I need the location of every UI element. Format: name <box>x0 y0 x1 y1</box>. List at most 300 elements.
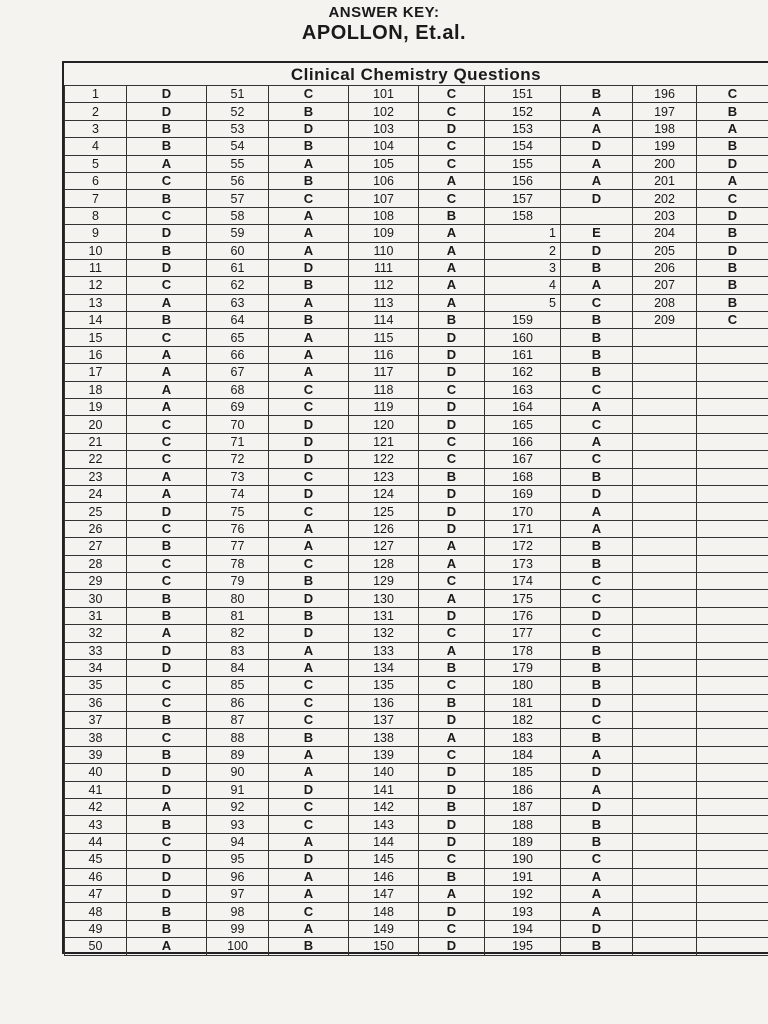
answer-letter: A <box>561 781 633 798</box>
table-row <box>65 816 768 833</box>
table-row <box>65 242 768 259</box>
question-number <box>633 538 697 555</box>
question-number: 86 <box>207 694 269 711</box>
answer-letter: A <box>269 364 349 381</box>
answer-letter <box>697 920 768 937</box>
answer-letter: B <box>419 868 485 885</box>
question-number <box>633 485 697 502</box>
question-number: 153 <box>485 120 561 137</box>
answer-letter: D <box>127 103 207 120</box>
table-row <box>65 399 768 416</box>
question-number: 73 <box>207 468 269 485</box>
answer-letter: D <box>419 364 485 381</box>
question-number: 159 <box>485 312 561 329</box>
answer-letter: D <box>269 851 349 868</box>
table-row <box>65 416 768 433</box>
answer-letter <box>697 851 768 868</box>
answer-letter: D <box>269 451 349 468</box>
question-number: 208 <box>633 294 697 311</box>
question-number: 140 <box>349 764 419 781</box>
answer-letter: C <box>561 572 633 589</box>
question-number: 150 <box>349 938 419 955</box>
answer-letter: D <box>269 781 349 798</box>
table-row <box>65 329 768 346</box>
answer-letter: A <box>127 381 207 398</box>
answer-letter: D <box>561 799 633 816</box>
answer-letter: C <box>697 86 768 103</box>
answer-letter: D <box>269 416 349 433</box>
question-number: 177 <box>485 625 561 642</box>
question-number: 4 <box>65 138 127 155</box>
question-number: 183 <box>485 729 561 746</box>
table-row <box>65 625 768 642</box>
answer-letter: C <box>127 451 207 468</box>
answer-letter: C <box>127 277 207 294</box>
question-number: 24 <box>65 485 127 502</box>
answer-letter: A <box>561 885 633 902</box>
answer-letter: C <box>269 694 349 711</box>
question-number: 52 <box>207 103 269 120</box>
question-number: 128 <box>349 555 419 572</box>
question-number: 198 <box>633 120 697 137</box>
question-number: 27 <box>65 538 127 555</box>
question-number: 21 <box>65 433 127 450</box>
answer-letter: D <box>561 138 633 155</box>
question-number: 184 <box>485 746 561 763</box>
answer-letter: C <box>419 433 485 450</box>
question-number: 101 <box>349 86 419 103</box>
answer-letter: C <box>269 903 349 920</box>
answer-letter <box>697 572 768 589</box>
question-number: 185 <box>485 764 561 781</box>
answer-letter: C <box>127 329 207 346</box>
question-number: 91 <box>207 781 269 798</box>
answer-letter: A <box>127 294 207 311</box>
answer-letter: B <box>561 364 633 381</box>
question-number <box>633 381 697 398</box>
answer-letter: A <box>419 294 485 311</box>
answer-letter: E <box>561 225 633 242</box>
answer-table <box>64 85 768 956</box>
answer-letter: B <box>419 312 485 329</box>
answer-letter: A <box>269 329 349 346</box>
answer-letter: A <box>697 120 768 137</box>
answer-letter: A <box>561 155 633 172</box>
question-number: 127 <box>349 538 419 555</box>
question-number: 162 <box>485 364 561 381</box>
question-number: 45 <box>65 851 127 868</box>
answer-letter: D <box>127 503 207 520</box>
answer-letter: C <box>127 694 207 711</box>
question-number: 118 <box>349 381 419 398</box>
table-row <box>65 520 768 537</box>
question-number: 78 <box>207 555 269 572</box>
answer-letter <box>697 816 768 833</box>
question-number: 206 <box>633 259 697 276</box>
answer-letter: A <box>561 433 633 450</box>
question-number: 136 <box>349 694 419 711</box>
answer-letter: D <box>419 485 485 502</box>
answer-letter: D <box>269 433 349 450</box>
question-number: 89 <box>207 746 269 763</box>
answer-letter: A <box>419 729 485 746</box>
answer-letter: A <box>269 225 349 242</box>
question-number: 106 <box>349 172 419 189</box>
answer-letter: D <box>561 764 633 781</box>
answer-letter: D <box>127 764 207 781</box>
answer-letter: B <box>561 555 633 572</box>
question-number: 190 <box>485 851 561 868</box>
answer-letter: A <box>269 764 349 781</box>
question-number <box>633 659 697 676</box>
table-row <box>65 920 768 937</box>
answer-letter: D <box>419 903 485 920</box>
answer-letter: C <box>561 451 633 468</box>
question-number <box>633 364 697 381</box>
answer-letter: A <box>269 207 349 224</box>
answer-letter <box>697 799 768 816</box>
question-number: 186 <box>485 781 561 798</box>
answer-letter: B <box>697 277 768 294</box>
question-number: 58 <box>207 207 269 224</box>
answer-letter: D <box>419 503 485 520</box>
question-number: 139 <box>349 746 419 763</box>
answer-letter: A <box>127 625 207 642</box>
question-number: 35 <box>65 677 127 694</box>
answer-letter <box>697 451 768 468</box>
answer-letter: C <box>127 207 207 224</box>
question-number: 76 <box>207 520 269 537</box>
answer-letter: A <box>419 172 485 189</box>
question-number: 192 <box>485 885 561 902</box>
question-number <box>633 920 697 937</box>
answer-letter: D <box>697 207 768 224</box>
question-number: 171 <box>485 520 561 537</box>
answer-letter: C <box>269 712 349 729</box>
table-row <box>65 225 768 242</box>
answer-letter: B <box>561 468 633 485</box>
answer-letter: C <box>269 677 349 694</box>
answer-letter <box>697 764 768 781</box>
question-number: 10 <box>65 242 127 259</box>
answer-letter <box>697 868 768 885</box>
question-number: 205 <box>633 242 697 259</box>
answer-letter <box>697 590 768 607</box>
question-number <box>633 799 697 816</box>
question-number: 201 <box>633 172 697 189</box>
table-row <box>65 555 768 572</box>
answer-letter: C <box>127 172 207 189</box>
answer-letter: A <box>697 172 768 189</box>
answer-letter: B <box>419 799 485 816</box>
answer-letter: D <box>419 520 485 537</box>
answer-letter: A <box>269 538 349 555</box>
answer-letter <box>697 399 768 416</box>
answer-letter: C <box>419 138 485 155</box>
answer-letter: C <box>419 190 485 207</box>
question-number: 82 <box>207 625 269 642</box>
question-number: 110 <box>349 242 419 259</box>
answer-letter: A <box>561 120 633 137</box>
answer-letter <box>697 416 768 433</box>
answer-letter <box>697 346 768 363</box>
question-number: 29 <box>65 572 127 589</box>
answer-letter: D <box>419 833 485 850</box>
answer-letter <box>697 659 768 676</box>
question-number: 53 <box>207 120 269 137</box>
answer-letter <box>697 903 768 920</box>
question-number: 135 <box>349 677 419 694</box>
table-row <box>65 485 768 502</box>
question-number: 145 <box>349 851 419 868</box>
answer-letter <box>697 468 768 485</box>
question-number: 122 <box>349 451 419 468</box>
question-number: 74 <box>207 485 269 502</box>
answer-letter <box>697 677 768 694</box>
answer-letter: C <box>561 625 633 642</box>
question-number <box>633 329 697 346</box>
answer-letter: B <box>561 86 633 103</box>
question-number: 180 <box>485 677 561 694</box>
table-row <box>65 868 768 885</box>
question-number: 64 <box>207 312 269 329</box>
question-number <box>633 433 697 450</box>
answer-letter: A <box>269 294 349 311</box>
answer-letter: D <box>419 346 485 363</box>
question-number: 42 <box>65 799 127 816</box>
answer-letter: A <box>561 277 633 294</box>
answer-letter: A <box>269 868 349 885</box>
answer-letter: B <box>127 190 207 207</box>
question-number: 70 <box>207 416 269 433</box>
question-number: 23 <box>65 468 127 485</box>
answer-letter: D <box>561 607 633 624</box>
question-number: 2 <box>65 103 127 120</box>
question-number: 175 <box>485 590 561 607</box>
table-row <box>65 346 768 363</box>
answer-letter: B <box>561 538 633 555</box>
question-number: 103 <box>349 120 419 137</box>
answer-letter: A <box>269 885 349 902</box>
question-number: 194 <box>485 920 561 937</box>
answer-letter: B <box>561 312 633 329</box>
answer-letter: A <box>127 938 207 955</box>
table-row <box>65 277 768 294</box>
answer-letter: C <box>697 190 768 207</box>
answer-letter: D <box>419 712 485 729</box>
answer-letter: B <box>419 694 485 711</box>
answer-letter: B <box>127 712 207 729</box>
question-number: 112 <box>349 277 419 294</box>
question-number: 203 <box>633 207 697 224</box>
question-number: 188 <box>485 816 561 833</box>
answer-letter: B <box>127 120 207 137</box>
question-number: 3 <box>65 120 127 137</box>
question-number: 155 <box>485 155 561 172</box>
answer-letter <box>697 503 768 520</box>
question-number: 8 <box>65 207 127 224</box>
question-number: 121 <box>349 433 419 450</box>
answer-letter: A <box>127 364 207 381</box>
question-number: 99 <box>207 920 269 937</box>
question-number: 98 <box>207 903 269 920</box>
answer-letter: B <box>269 172 349 189</box>
answer-letter: A <box>561 903 633 920</box>
answer-letter: C <box>269 399 349 416</box>
answer-letter: A <box>419 259 485 276</box>
table-row <box>65 677 768 694</box>
table-row <box>65 364 768 381</box>
answer-letter: C <box>127 433 207 450</box>
question-number: 117 <box>349 364 419 381</box>
answer-letter <box>697 885 768 902</box>
question-number: 166 <box>485 433 561 450</box>
question-number: 13 <box>65 294 127 311</box>
answer-letter: A <box>269 242 349 259</box>
question-number <box>633 503 697 520</box>
question-number <box>633 572 697 589</box>
answer-letter: C <box>561 381 633 398</box>
answer-letter: B <box>697 259 768 276</box>
question-number <box>633 607 697 624</box>
question-number: 156 <box>485 172 561 189</box>
answer-letter: A <box>561 868 633 885</box>
table-row <box>65 851 768 868</box>
answer-letter: C <box>419 103 485 120</box>
answer-sheet <box>62 61 768 954</box>
answer-letter <box>697 833 768 850</box>
answer-letter: D <box>561 242 633 259</box>
question-number <box>633 677 697 694</box>
question-number: 129 <box>349 572 419 589</box>
answer-letter: D <box>419 607 485 624</box>
answer-letter: C <box>269 381 349 398</box>
table-row <box>65 538 768 555</box>
question-number: 38 <box>65 729 127 746</box>
question-number: 197 <box>633 103 697 120</box>
question-number: 204 <box>633 225 697 242</box>
question-number: 57 <box>207 190 269 207</box>
answer-letter: C <box>419 677 485 694</box>
question-number: 75 <box>207 503 269 520</box>
answer-letter: C <box>561 712 633 729</box>
answer-letter: C <box>419 746 485 763</box>
answer-letter: C <box>269 86 349 103</box>
question-number: 26 <box>65 520 127 537</box>
question-number: 50 <box>65 938 127 955</box>
question-number: 61 <box>207 259 269 276</box>
answer-letter: A <box>561 520 633 537</box>
question-number <box>633 764 697 781</box>
question-number: 85 <box>207 677 269 694</box>
question-number: 93 <box>207 816 269 833</box>
answer-letter: A <box>561 746 633 763</box>
question-number: 161 <box>485 346 561 363</box>
question-number: 113 <box>349 294 419 311</box>
question-number: 36 <box>65 694 127 711</box>
question-number: 5 <box>485 294 561 311</box>
question-number: 25 <box>65 503 127 520</box>
answer-letter: B <box>127 242 207 259</box>
question-number: 59 <box>207 225 269 242</box>
answer-letter: B <box>127 903 207 920</box>
question-number: 167 <box>485 451 561 468</box>
answer-letter: D <box>127 885 207 902</box>
question-number: 115 <box>349 329 419 346</box>
question-number: 182 <box>485 712 561 729</box>
answer-letter: C <box>127 520 207 537</box>
question-number <box>633 399 697 416</box>
question-number: 94 <box>207 833 269 850</box>
question-number: 174 <box>485 572 561 589</box>
answer-letter: A <box>269 746 349 763</box>
answer-letter: C <box>419 625 485 642</box>
question-number <box>633 590 697 607</box>
table-row <box>65 381 768 398</box>
question-number <box>633 816 697 833</box>
answer-letter: A <box>561 172 633 189</box>
question-number: 176 <box>485 607 561 624</box>
answer-letter: B <box>697 294 768 311</box>
answer-letter: C <box>561 416 633 433</box>
question-number <box>633 712 697 729</box>
table-row <box>65 572 768 589</box>
table-row <box>65 659 768 676</box>
answer-letter: D <box>127 659 207 676</box>
question-number: 4 <box>485 277 561 294</box>
question-number: 141 <box>349 781 419 798</box>
question-number: 181 <box>485 694 561 711</box>
answer-letter: B <box>561 677 633 694</box>
answer-letter: C <box>127 555 207 572</box>
question-number: 143 <box>349 816 419 833</box>
question-number: 60 <box>207 242 269 259</box>
question-number: 2 <box>485 242 561 259</box>
answer-letter: B <box>561 729 633 746</box>
table-title: Clinical Chemistry Questions <box>290 65 542 84</box>
answer-letter: B <box>419 468 485 485</box>
table-row <box>65 312 768 329</box>
answer-letter <box>697 938 768 955</box>
answer-letter: C <box>561 294 633 311</box>
answer-letter: C <box>269 503 349 520</box>
question-number: 30 <box>65 590 127 607</box>
question-number: 138 <box>349 729 419 746</box>
table-row <box>65 103 768 120</box>
table-row <box>65 190 768 207</box>
question-number: 195 <box>485 938 561 955</box>
question-number: 1 <box>65 86 127 103</box>
answer-letter <box>697 694 768 711</box>
answer-letter: A <box>269 346 349 363</box>
question-number: 55 <box>207 155 269 172</box>
question-number: 71 <box>207 433 269 450</box>
answer-letter: B <box>697 138 768 155</box>
question-number: 107 <box>349 190 419 207</box>
question-number: 137 <box>349 712 419 729</box>
answer-letter: C <box>419 851 485 868</box>
answer-letter <box>697 625 768 642</box>
question-number: 19 <box>65 399 127 416</box>
question-number: 116 <box>349 346 419 363</box>
question-number: 81 <box>207 607 269 624</box>
answer-letter: B <box>127 538 207 555</box>
question-number: 44 <box>65 833 127 850</box>
answer-letter: D <box>697 155 768 172</box>
answer-letter: B <box>269 938 349 955</box>
question-number <box>633 938 697 955</box>
question-number: 22 <box>65 451 127 468</box>
